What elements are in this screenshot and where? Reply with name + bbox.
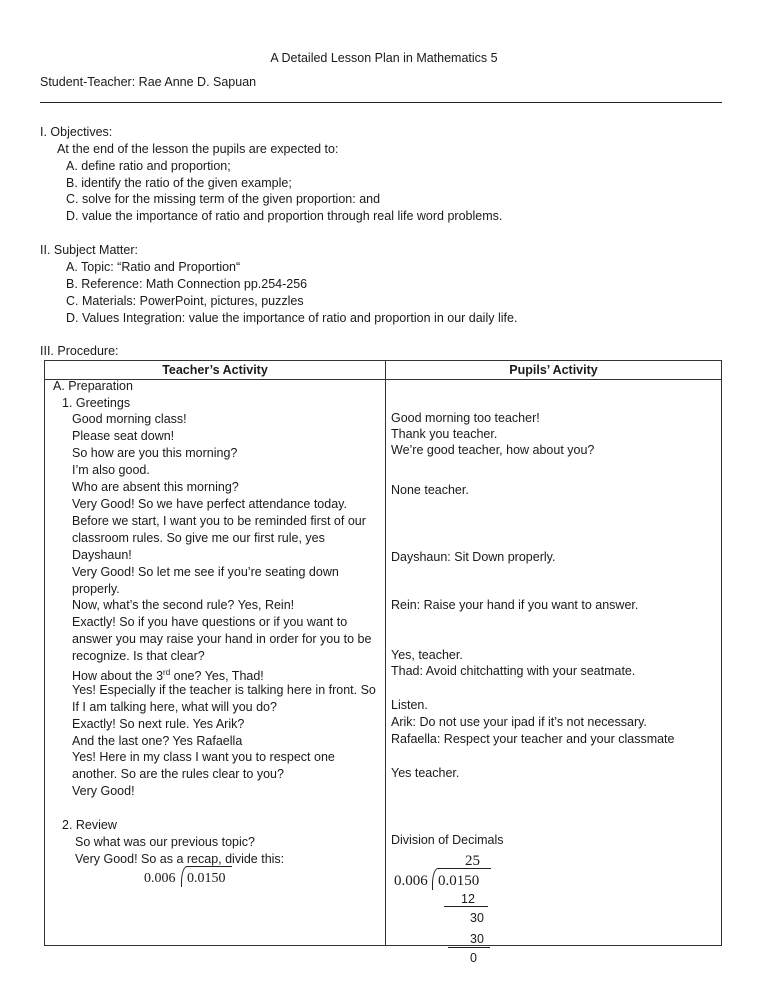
teacher-line: So what was our previous topic? [75,835,255,849]
teacher-line: answer you may raise your hand in order for you to be [72,632,372,646]
objective-item: C. solve for the missing term of the given proportion: and [66,192,381,206]
teacher-line: And the last one? Yes Rafaella [72,734,243,748]
teacher-line: Very Good! So let me see if you’re seating down [72,565,339,579]
division-step: 30 [470,932,484,946]
pupil-line: Yes, teacher. [391,648,463,662]
procedure-heading: III. Procedure: [40,344,119,358]
student-teacher: Student-Teacher: Rae Anne D. Sapuan [40,75,257,89]
objective-item: A. define ratio and proportion; [66,159,231,173]
subject-matter-item: A. Topic: “Ratio and Proportion“ [66,260,241,274]
pupils-activity-header: Pupils’ Activity [509,363,598,377]
teacher-line: Please seat down! [72,429,175,443]
objectives-intro: At the end of the lesson the pupils are expected to: [57,142,339,156]
teacher-line: If I am talking here, what will you do? [72,700,277,714]
teacher-line: Yes! Here in my class I want you to respect one [72,750,335,764]
pupil-line: Dayshaun: Sit Down properly. [391,550,556,564]
division-step: 0 [470,951,477,965]
subject-matter-item: D. Values Integration: value the importance of ratio and proportion in our daily life. [66,311,518,325]
teacher-line: So how are you this morning? [72,446,238,460]
subject-matter-heading: II. Subject Matter: [40,243,138,257]
teacher-line-text: one? Yes, Thad! [170,669,264,684]
pupil-line: Listen. [391,698,428,712]
teacher-line: Very Good! [72,784,135,798]
teacher-line: properly. [72,582,120,596]
teacher-line: 1. Greetings [62,396,131,410]
subject-matter-item: B. Reference: Math Connection pp.254-256 [66,277,308,291]
document-title: A Detailed Lesson Plan in Mathematics 5 [270,51,498,65]
pupil-dividend: 0.0150 [438,873,480,889]
teacher-line: Very Good! So we have perfect attendance today. [72,497,347,511]
pupil-line: Rafaella: Respect your teacher and your classmate [391,732,675,746]
ordinal-suffix: rd [163,668,171,677]
teacher-line: classroom rules. So give me our first rule, yes [72,531,325,545]
pupil-line: None teacher. [391,483,469,497]
teacher-line: 2. Review [62,818,117,832]
objective-item: D. value the importance of ratio and proportion through real life word problems. [66,209,503,223]
teacher-line: Dayshaun! [72,548,132,562]
teacher-line: Exactly! So next rule. Yes Arik? [72,717,245,731]
teacher-line: Now, what’s the second rule? Yes, Rein! [72,598,295,612]
divider-line [40,102,722,103]
division-step: 12 [461,892,475,906]
division-step: 30 [470,911,484,925]
teacher-dividend: 0.0150 [187,871,226,886]
teacher-divisor: 0.006 [144,871,176,886]
pupil-quotient: 25 [465,853,480,869]
teacher-line: I’m also good. [72,463,150,477]
teacher-line: Before we start, I want you to be reminded first of our [72,514,366,528]
division-step-line [448,947,490,948]
teacher-line: Very Good! So as a recap, divide this: [75,852,285,866]
teacher-line: Exactly! So if you have questions or if you want to [72,615,348,629]
pupil-divisor: 0.006 [394,873,428,889]
objective-item: B. identify the ratio of the given example; [66,176,292,190]
pupil-line: We’re good teacher, how about you? [391,443,595,457]
teacher-line: another. So are the rules clear to you? [72,767,284,781]
teacher-line: recognize. Is that clear? [72,649,205,663]
teacher-line: Who are absent this morning? [72,480,239,494]
teacher-line: Good morning class! [72,412,187,426]
subject-matter-item: C. Materials: PowerPoint, pictures, puzzles [66,294,304,308]
teacher-activity-header: Teacher’s Activity [162,363,268,377]
header-divider [45,379,721,380]
objectives-heading: I. Objectives: [40,125,113,139]
pupil-line: Good morning too teacher! [391,411,540,425]
pupil-line: Yes teacher. [391,766,460,780]
pupil-line: Rein: Raise your hand if you want to answer. [391,598,639,612]
teacher-line: Yes! Especially if the teacher is talking here in front. So [72,683,376,697]
pupil-line: Division of Decimals [391,833,504,847]
division-step-line [444,906,488,907]
pupil-line: Thad: Avoid chitchatting with your seatmate. [391,664,636,678]
teacher-line-text: How about the 3 [72,669,164,684]
pupil-line: Thank you teacher. [391,427,498,441]
column-divider [385,361,386,945]
teacher-line: A. Preparation [53,379,133,393]
pupil-line: Arik: Do not use your ipad if it’s not necessary. [391,715,647,729]
